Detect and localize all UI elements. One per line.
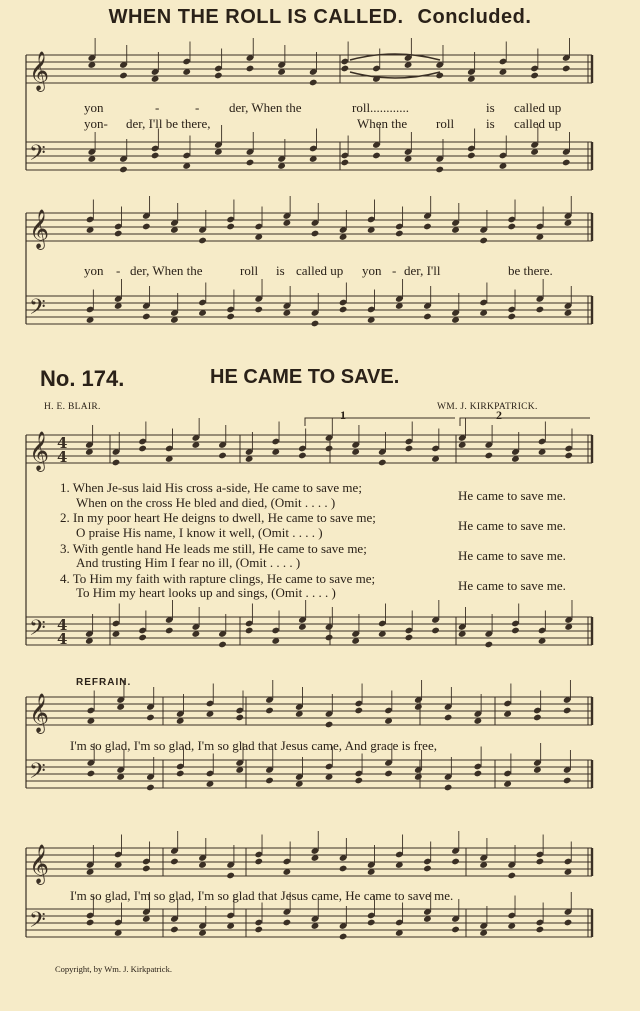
- note-head: [451, 926, 460, 934]
- note-head: [142, 223, 151, 231]
- verse-4-line-a: 4. To Him my faith with rapture clings, He came to save me;: [60, 571, 376, 586]
- time-signature-bottom: 4: [57, 448, 68, 466]
- lyric-line2-2: der, When the: [130, 263, 203, 278]
- note-head: [254, 926, 263, 934]
- note-head: [218, 641, 227, 649]
- note-head: [246, 159, 255, 167]
- note-head: [444, 784, 453, 792]
- note-head: [444, 714, 453, 722]
- note-head: [536, 926, 545, 934]
- time-signature-top: 4: [57, 616, 68, 634]
- lyric-line2-3: roll: [240, 263, 259, 278]
- note-head: [562, 159, 571, 167]
- note-head: [142, 313, 151, 321]
- lyric-line1-lower-5: called up: [514, 116, 562, 131]
- refrain-line-2: I'm so glad, I'm so glad, I'm so glad that Jesus came, He came to save me.: [70, 888, 454, 903]
- note-head: [214, 72, 223, 80]
- note-head: [246, 65, 255, 73]
- note-head: [484, 641, 493, 649]
- lyric-line1-upper-1: -: [155, 100, 160, 115]
- note-head: [423, 223, 432, 231]
- note-head: [341, 159, 350, 167]
- note-head: [533, 714, 542, 722]
- note-head: [151, 152, 160, 160]
- note-head: [226, 223, 235, 231]
- verse-3-line-a: 3. With gentle hand He leads me still, He came to save me;: [60, 541, 367, 556]
- note-head: [378, 459, 387, 467]
- treble-clef-icon: 𝄞: [29, 844, 50, 884]
- note-head: [309, 79, 318, 87]
- bass-clef-icon: 𝄢: [29, 616, 46, 646]
- refrain-label: REFRAIN.: [76, 677, 132, 688]
- lyric-line1-upper-6: called up: [514, 100, 562, 115]
- lyric-line1-upper-2: -: [195, 100, 200, 115]
- verse-4-response: He came to save me.: [458, 578, 566, 593]
- tie-arc: [350, 72, 440, 78]
- note-head: [114, 230, 123, 238]
- verse-2-line-a: 2. In my poor heart He deigns to dwell, He came to save me;: [60, 510, 376, 525]
- treble-clef-icon: 𝄞: [29, 431, 50, 471]
- verse-3-line-b: And trusting Him I fear no ill, (Omit . . . . ): [76, 555, 301, 570]
- note-head: [86, 919, 95, 927]
- bass-clef-icon: 𝄢: [29, 295, 46, 325]
- hymn-composer: WM. J. KIRKPATRICK.: [437, 402, 538, 412]
- note-head: [431, 627, 440, 635]
- note-head: [298, 452, 307, 460]
- note-head: [170, 926, 179, 934]
- note-head: [467, 152, 476, 160]
- note-head: [563, 707, 572, 715]
- song-title: WHEN THE ROLL IS CALLED.: [108, 6, 404, 28]
- note-head: [564, 919, 573, 927]
- verse-2-response: He came to save me.: [458, 518, 566, 533]
- copyright-notice: Copyright, by Wm. J. Kirkpatrick.: [55, 964, 172, 974]
- note-head: [325, 445, 334, 453]
- time-signature-bottom: 4: [57, 630, 68, 648]
- bass-clef-icon: 𝄢: [29, 141, 46, 171]
- treble-clef-icon: 𝄞: [29, 209, 50, 249]
- hymn-title: HE CAME TO SAVE.: [210, 366, 400, 388]
- note-head: [146, 784, 155, 792]
- note-head: [254, 858, 263, 866]
- hymn-author: H. E. BLAIR.: [44, 402, 101, 412]
- verse-1-response: He came to save me.: [458, 488, 566, 503]
- note-head: [311, 320, 320, 328]
- verse-3-response: He came to save me.: [458, 548, 566, 563]
- lyric-line1-lower-0: yon-: [84, 116, 108, 131]
- lyric-line2-6: yon: [362, 263, 382, 278]
- note-head: [235, 714, 244, 722]
- time-signature-top: 4: [57, 434, 68, 452]
- note-head: [435, 166, 444, 174]
- note-head: [112, 459, 121, 467]
- lyric-line1-upper-0: yon: [84, 100, 104, 115]
- lyric-line2-8: der, I'll: [404, 263, 441, 278]
- note-head: [245, 627, 254, 635]
- refrain-line-1: I'm so glad, I'm so glad, I'm so glad that Jesus came, And grace is free,: [70, 738, 437, 753]
- note-head: [536, 306, 545, 314]
- note-head: [339, 933, 348, 941]
- verse-1-line-a: 1. When Je-sus laid His cross a-side, He came to save me;: [60, 480, 362, 495]
- verse-1-line-b: When on the cross He bled and died, (Omit . . . . ): [76, 495, 336, 510]
- note-head: [405, 634, 414, 642]
- lyric-line2-9: be there.: [508, 263, 553, 278]
- ending-1-label: 1: [340, 408, 346, 422]
- note-head: [119, 72, 128, 80]
- note-head: [119, 166, 128, 174]
- note-head: [507, 223, 516, 231]
- lyric-line2-0: yon: [84, 263, 104, 278]
- note-head: [405, 445, 414, 453]
- note-head: [325, 721, 334, 729]
- treble-clef-icon: 𝄞: [29, 693, 50, 733]
- bass-clef-icon: 𝄢: [29, 908, 46, 938]
- lyric-line1-upper-4: roll............: [352, 100, 410, 115]
- note-head: [218, 452, 227, 460]
- note-head: [170, 858, 179, 866]
- note-head: [254, 306, 263, 314]
- note-head: [176, 770, 185, 778]
- note-head: [325, 634, 334, 642]
- note-head: [339, 865, 348, 873]
- lyric-line1-upper-5: is: [486, 100, 495, 115]
- note-head: [479, 237, 488, 245]
- note-head: [564, 452, 573, 460]
- note-head: [423, 313, 432, 321]
- lyric-line1-lower-2: When the: [357, 116, 408, 131]
- note-head: [484, 452, 493, 460]
- lyric-line2-4: is: [276, 263, 285, 278]
- note-head: [562, 65, 571, 73]
- note-head: [283, 919, 292, 927]
- note-head: [265, 777, 274, 785]
- lyric-line1-lower-3: roll: [436, 116, 455, 131]
- lyric-line1-upper-3: der, When the: [229, 100, 302, 115]
- note-head: [138, 445, 147, 453]
- note-head: [536, 858, 545, 866]
- note-head: [530, 72, 539, 80]
- note-head: [165, 627, 174, 635]
- note-head: [138, 634, 147, 642]
- bass-clef-icon: 𝄢: [29, 759, 46, 789]
- note-head: [226, 872, 235, 880]
- treble-clef-icon: 𝄞: [29, 51, 50, 91]
- note-head: [451, 858, 460, 866]
- song-subtitle: Concluded.: [417, 6, 532, 28]
- note-head: [384, 770, 393, 778]
- note-head: [563, 777, 572, 785]
- volta-bracket-2: [460, 418, 590, 426]
- note-head: [354, 777, 363, 785]
- note-head: [507, 313, 516, 321]
- ending-2-label: 2: [496, 408, 502, 422]
- volta-bracket-1: [305, 418, 455, 426]
- verse-4-line-b: To Him my heart looks up and sings, (Omit . . . . ): [76, 585, 336, 600]
- hymn-number: No. 174.: [40, 366, 125, 391]
- lyric-line2-1: -: [116, 263, 121, 278]
- lyric-line1-lower-1: der, I'll be there,: [126, 116, 211, 131]
- note-head: [265, 707, 274, 715]
- note-head: [341, 65, 350, 73]
- note-head: [146, 714, 155, 722]
- note-head: [311, 230, 320, 238]
- note-head: [511, 627, 520, 635]
- lyric-line2-5: called up: [296, 263, 344, 278]
- verse-2-line-b: O praise His name, I know it well, (Omit . . . . ): [76, 525, 323, 540]
- note-head: [372, 152, 381, 160]
- lyric-line1-lower-4: is: [486, 116, 495, 131]
- note-head: [367, 919, 376, 927]
- note-head: [474, 770, 483, 778]
- note-head: [142, 865, 151, 873]
- note-head: [226, 313, 235, 321]
- note-head: [354, 707, 363, 715]
- note-head: [198, 237, 207, 245]
- note-head: [339, 306, 348, 314]
- note-head: [395, 230, 404, 238]
- note-head: [87, 770, 96, 778]
- lyric-line2-7: -: [392, 263, 397, 278]
- note-head: [507, 872, 516, 880]
- note-head: [423, 865, 432, 873]
